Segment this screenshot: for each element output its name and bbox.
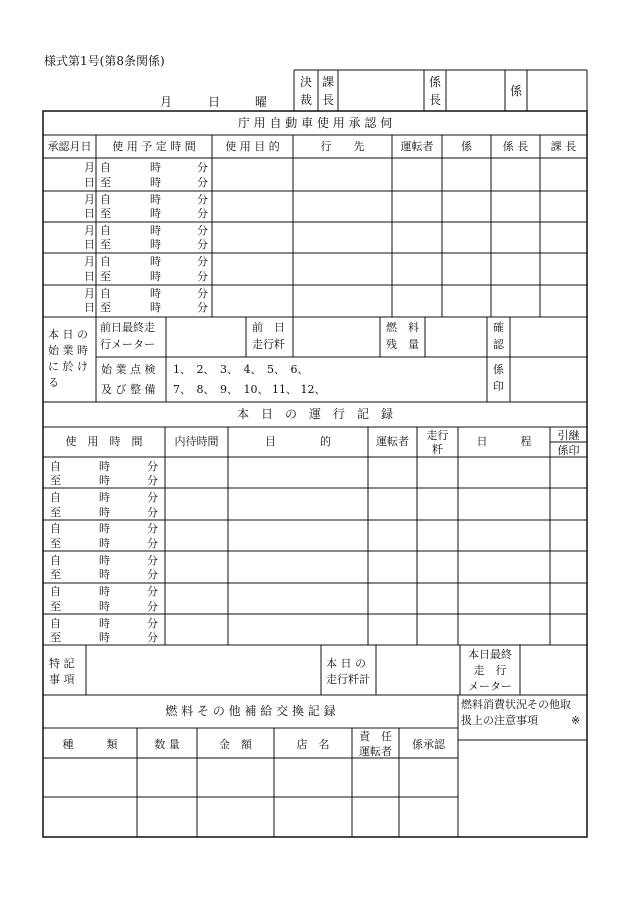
op-minute: 分 xyxy=(147,554,158,567)
fuel-record-title: 燃 料 そ の 他 補 給 交 換 記 録 xyxy=(165,704,336,718)
row-minute: 分 xyxy=(197,193,208,206)
start-label-2: 始 業 時 xyxy=(48,344,88,357)
row-minute: 分 xyxy=(197,238,208,251)
row-hour: 時 xyxy=(150,287,161,300)
start-label-3: に 於 け xyxy=(48,360,88,373)
stamp-kakaricho-2: 長 xyxy=(429,93,442,107)
approval-col-time: 使 用 予 定 時 間 xyxy=(112,140,196,153)
row-from: 自 xyxy=(100,287,111,300)
op-col-distance-2: 粁 xyxy=(432,443,443,456)
op-hour: 時 xyxy=(99,522,110,535)
row-month: 月 xyxy=(84,287,95,300)
op-col-schedule: 日 程 xyxy=(476,435,532,448)
caution-label-2: 扱上の注意事項 xyxy=(461,714,538,727)
row-hour: 時 xyxy=(150,224,161,237)
fuel-label-1: 燃 料 xyxy=(386,321,419,334)
fuel-col-shop: 店 名 xyxy=(296,738,330,751)
row-minute: 分 xyxy=(197,176,208,189)
op-minute: 分 xyxy=(147,537,158,550)
op-from: 自 xyxy=(50,617,61,630)
fuel-col-type: 種 類 xyxy=(62,738,118,751)
final-meter-label-1: 本日最終 xyxy=(468,648,512,661)
row-minute: 分 xyxy=(197,224,208,237)
notes-label-2: 事 項 xyxy=(49,673,75,686)
row-month: 月 xyxy=(84,193,95,206)
approval-col-kacho: 課 長 xyxy=(550,140,577,153)
op-hour: 時 xyxy=(99,585,110,598)
row-day: 日 xyxy=(84,270,95,283)
op-hour: 時 xyxy=(99,474,110,487)
stamp-kakari: 係 xyxy=(510,84,523,98)
row-minute: 分 xyxy=(197,301,208,314)
stamp-kacho-1: 課 xyxy=(322,75,335,89)
row-from: 自 xyxy=(100,255,111,268)
row-to: 至 xyxy=(100,238,111,251)
op-from: 自 xyxy=(50,460,61,473)
approval-col-destination: 行 先 xyxy=(320,140,365,153)
op-minute: 分 xyxy=(147,506,158,519)
op-minute: 分 xyxy=(147,617,158,630)
op-minute: 分 xyxy=(147,600,158,613)
approval-col-purpose: 使 用 目 的 xyxy=(225,140,280,153)
row-month: 月 xyxy=(84,224,95,237)
stamp-kacho-2: 長 xyxy=(322,93,335,107)
op-minute: 分 xyxy=(147,491,158,504)
op-to: 至 xyxy=(50,600,61,613)
op-col-driver: 運転者 xyxy=(376,435,409,448)
date-day-label: 日 xyxy=(208,95,221,109)
row-hour: 時 xyxy=(150,238,161,251)
row-hour: 時 xyxy=(150,207,161,220)
op-hour: 時 xyxy=(99,491,110,504)
row-from: 自 xyxy=(100,224,111,237)
row-day: 日 xyxy=(84,207,95,220)
op-minute: 分 xyxy=(147,568,158,581)
prev-km-label-1: 前 日 xyxy=(252,321,285,334)
row-hour: 時 xyxy=(150,255,161,268)
op-to: 至 xyxy=(50,474,61,487)
op-to: 至 xyxy=(50,631,61,644)
today-km-label-1: 本 日 の xyxy=(326,657,366,670)
op-minute: 分 xyxy=(147,522,158,535)
op-hour: 時 xyxy=(99,554,110,567)
op-col-handover: 引継 xyxy=(557,429,580,442)
prev-km-label-2: 走行粁 xyxy=(252,338,285,351)
row-day: 日 xyxy=(84,301,95,314)
prev-meter-label-2: 行メーター xyxy=(100,338,155,351)
caution-label-1: 燃料消費状況その他取 xyxy=(461,698,571,711)
inspection-label-2: 及 び 整 備 xyxy=(101,383,156,396)
fuel-label-2: 残 量 xyxy=(386,338,419,351)
row-day: 日 xyxy=(84,176,95,189)
start-label-4: る xyxy=(48,376,59,389)
row-month: 月 xyxy=(84,161,95,174)
op-hour: 時 xyxy=(99,460,110,473)
confirm-label-2: 認 xyxy=(493,338,504,351)
row-day: 日 xyxy=(84,238,95,251)
confirm-label-1: 確 xyxy=(493,321,504,334)
prev-meter-label-1: 前日最終走 xyxy=(100,321,155,334)
op-hour: 時 xyxy=(99,617,110,630)
row-minute: 分 xyxy=(197,270,208,283)
row-from: 自 xyxy=(100,161,111,174)
op-col-time: 使 用 時 間 xyxy=(65,435,143,448)
approval-col-kakaricho: 係 長 xyxy=(502,140,529,153)
row-to: 至 xyxy=(100,207,111,220)
op-to: 至 xyxy=(50,506,61,519)
row-minute: 分 xyxy=(197,287,208,300)
approval-title: 庁 用 自 動 車 使 用 承 認 伺 xyxy=(237,116,393,130)
op-from: 自 xyxy=(50,554,61,567)
op-from: 自 xyxy=(50,522,61,535)
seal-label-2: 印 xyxy=(493,380,504,393)
op-minute: 分 xyxy=(147,631,158,644)
op-col-distance-1: 走行 xyxy=(426,429,449,442)
fuel-col-responsible-2: 運転者 xyxy=(359,745,392,758)
row-minute: 分 xyxy=(197,161,208,174)
inspection-checks-1: 1、 2、 3、 4、 5、 6、 xyxy=(173,363,309,376)
row-hour: 時 xyxy=(150,270,161,283)
final-meter-label-3: メーター xyxy=(468,680,512,693)
op-hour: 時 xyxy=(99,506,110,519)
op-col-seal: 係印 xyxy=(557,444,580,457)
fuel-col-amount: 金 額 xyxy=(219,738,252,751)
notes-label-1: 特 記 xyxy=(49,657,75,670)
inspection-label-1: 始 業 点 検 xyxy=(101,363,156,376)
seal-label-1: 係 xyxy=(493,363,504,376)
row-minute: 分 xyxy=(197,255,208,268)
approval-col-kakari: 係 xyxy=(461,140,472,153)
row-hour: 時 xyxy=(150,176,161,189)
op-minute: 分 xyxy=(147,460,158,473)
stamp-kakaricho-1: 係 xyxy=(429,75,442,89)
stamp-kessai-2: 裁 xyxy=(300,93,313,107)
fuel-col-quantity: 数 量 xyxy=(154,738,180,751)
op-to: 至 xyxy=(50,537,61,550)
row-from: 自 xyxy=(100,193,111,206)
form-number: 様式第1号(第8条関係) xyxy=(44,54,165,68)
op-from: 自 xyxy=(50,585,61,598)
row-to: 至 xyxy=(100,301,111,314)
approval-col-date: 承認月日 xyxy=(47,140,92,153)
operation-title: 本 日 の 運 行 記 録 xyxy=(236,407,393,421)
inspection-checks-2: 7、 8、 9、 10、 11、 12、 xyxy=(173,383,326,396)
op-to: 至 xyxy=(50,568,61,581)
date-month-label: 月 xyxy=(160,95,173,109)
start-label-1: 本 日 の xyxy=(48,328,88,341)
op-col-purpose: 目 的 xyxy=(265,435,331,448)
final-meter-label-2: 走 行 xyxy=(473,664,507,677)
fuel-col-responsible-1: 責 任 xyxy=(359,730,392,743)
today-km-label-2: 走行粁計 xyxy=(326,673,370,686)
row-hour: 時 xyxy=(150,301,161,314)
row-month: 月 xyxy=(84,255,95,268)
fuel-col-approval: 係承認 xyxy=(412,738,445,751)
op-hour: 時 xyxy=(99,568,110,581)
op-minute: 分 xyxy=(147,585,158,598)
approval-col-driver: 運転者 xyxy=(400,140,434,153)
row-to: 至 xyxy=(100,270,111,283)
row-hour: 時 xyxy=(150,161,161,174)
op-hour: 時 xyxy=(99,600,110,613)
row-to: 至 xyxy=(100,176,111,189)
date-weekday-label: 曜 xyxy=(255,95,268,109)
op-from: 自 xyxy=(50,491,61,504)
op-minute: 分 xyxy=(147,474,158,487)
row-minute: 分 xyxy=(197,207,208,220)
caution-mark: ※ xyxy=(571,714,581,727)
op-hour: 時 xyxy=(99,537,110,550)
op-hour: 時 xyxy=(99,631,110,644)
op-col-wait: 内待時間 xyxy=(174,435,219,448)
stamp-kessai-1: 決 xyxy=(300,75,313,89)
row-hour: 時 xyxy=(150,193,161,206)
